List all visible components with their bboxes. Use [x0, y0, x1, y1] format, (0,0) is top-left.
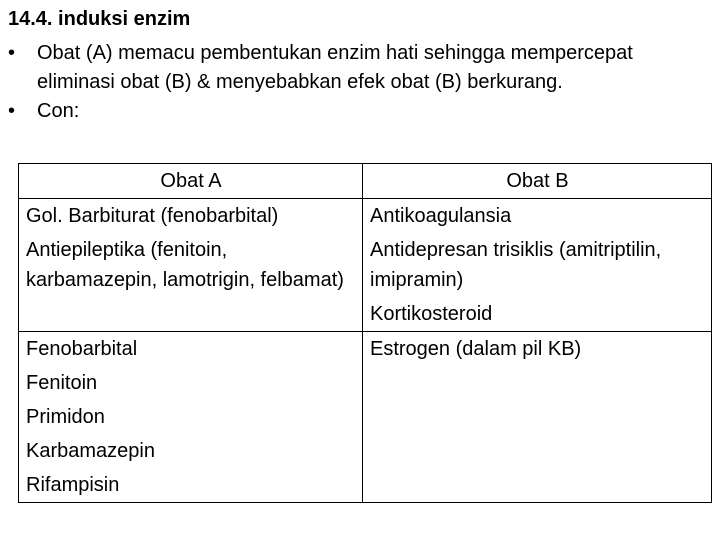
- bullet-marker: •: [8, 42, 16, 64]
- bullet-item: [8, 39, 712, 97]
- table-cell-obat-b: [363, 199, 712, 332]
- drug-item: Gol. Barbiturat (fenobarbital): [26, 205, 279, 227]
- drug-item: Fenitoin: [26, 372, 98, 394]
- drug-item: Primidon: [26, 406, 105, 428]
- table-cell-obat-a: [19, 199, 363, 332]
- bullet-list: [8, 39, 712, 126]
- bullet-text: Con:: [37, 100, 80, 122]
- table-cell-obat-b: [363, 332, 712, 503]
- bullet-text: Obat (A) memacu pembentukan enzim hati sehingga mempercepat eliminasi obat (B) & menyebabkan efek obat (B) berkurang.: [37, 42, 633, 93]
- drug-interaction-table: [18, 163, 712, 503]
- bullet-marker: •: [8, 100, 16, 122]
- table-cell-obat-a: [19, 332, 363, 503]
- slide-title: 14.4. induksi enzim: [8, 8, 191, 30]
- drug-item: Rifampisin: [26, 474, 120, 496]
- column-header-obat-b: Obat B: [363, 164, 712, 199]
- bullet-item: [8, 97, 712, 126]
- drug-item: Antiepileptika (fenitoin, karbamazepin, lamotrigin, felbamat): [26, 239, 344, 291]
- drug-item: Fenobarbital: [26, 338, 138, 360]
- table-header-row: [19, 164, 712, 199]
- drug-item: Karbamazepin: [26, 440, 155, 462]
- drug-item: Estrogen (dalam pil KB): [370, 338, 582, 360]
- drug-item: Antikoagulansia: [370, 205, 512, 227]
- table-row: [19, 199, 712, 332]
- table-row: [19, 332, 712, 503]
- drug-item: Antidepresan trisiklis (amitriptilin, imipramin): [370, 239, 662, 291]
- drug-item: Kortikosteroid: [370, 303, 493, 325]
- column-header-obat-a: Obat A: [19, 164, 363, 199]
